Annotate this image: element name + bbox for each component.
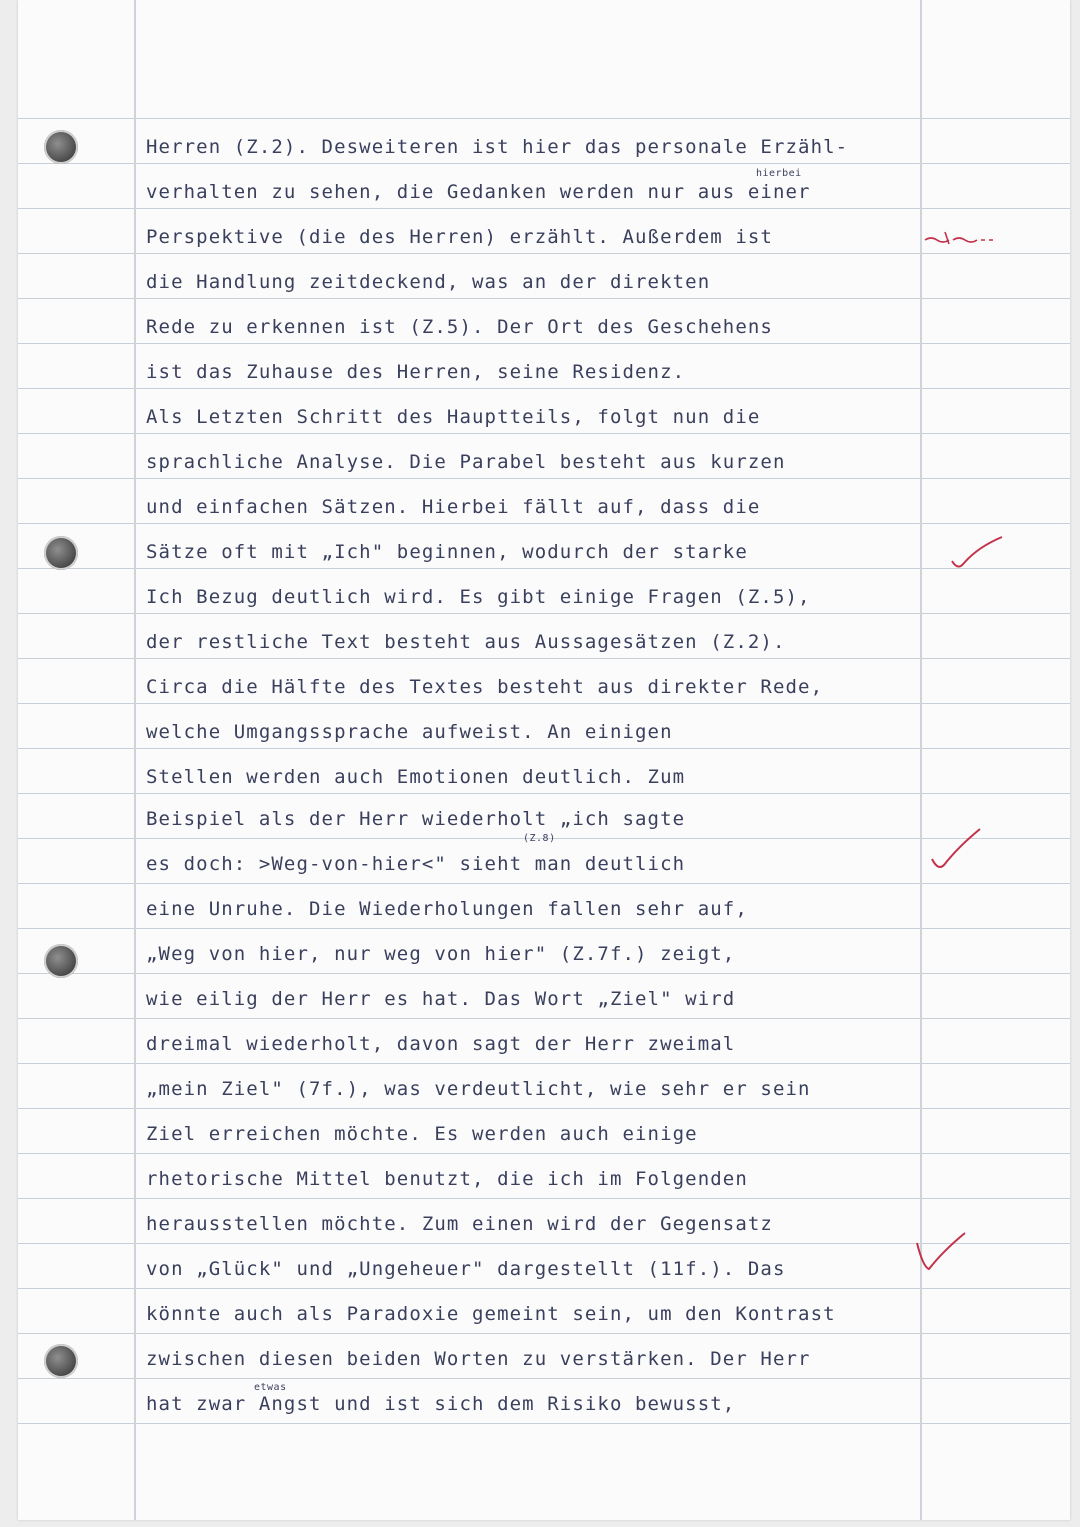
text-line: „mein Ziel" (7f.), was verdeutlicht, wie sehr er sein [146, 1078, 811, 1100]
text-line: ist das Zuhause des Herren, seine Residenz. [146, 361, 686, 383]
checkmark-icon [913, 1227, 969, 1275]
text-line: hat zwar Angst und ist sich dem Risiko bewusst, [146, 1393, 736, 1415]
text-line: zwischen diesen beiden Worten zu verstärken. Der Herr [146, 1348, 811, 1370]
text-line: von „Glück" und „Ungeheuer" dargestellt (11f.). Das [146, 1258, 786, 1280]
insertion-note: hierbei [756, 168, 802, 179]
text-line: welche Umgangssprache aufweist. An einigen [146, 721, 673, 743]
notebook-page [18, 0, 1070, 1520]
checkmark-icon [928, 825, 984, 875]
text-line: verhalten zu sehen, die Gedanken werden nur aus einer [146, 181, 811, 203]
punch-hole [44, 1344, 78, 1378]
text-line: „Weg von hier, nur weg von hier" (Z.7f.) zeigt, [146, 943, 736, 965]
text-line: Stellen werden auch Emotionen deutlich. Zum [146, 766, 686, 788]
text-line: die Handlung zeitdeckend, was an der direkten [146, 271, 711, 293]
text-line: Circa die Hälfte des Textes besteht aus direkter Rede, [146, 676, 824, 698]
punch-hole [44, 130, 78, 164]
text-line: Beispiel als der Herr wiederholt „ich sagte [146, 808, 686, 830]
text-line: Perspektive (die des Herren) erzählt. Außerdem ist [146, 226, 773, 248]
text-line: Als Letzten Schritt des Hauptteils, folgt nun die [146, 406, 761, 428]
correction-squiggle-mark [923, 228, 999, 248]
text-line: rhetorische Mittel benutzt, die ich im Folgenden [146, 1168, 748, 1190]
text-line: Ziel erreichen möchte. Es werden auch einige [146, 1123, 698, 1145]
punch-hole [44, 944, 78, 978]
text-line: Herren (Z.2). Desweiteren ist hier das personale Erzähl- [146, 136, 849, 158]
text-line: es doch: >Weg-von-hier<" sieht man deutlich [146, 853, 686, 875]
checkmark-icon [948, 533, 1008, 573]
text-line: der restliche Text besteht aus Aussagesätzen (Z.2). [146, 631, 786, 653]
text-line: Ich Bezug deutlich wird. Es gibt einige Fragen (Z.5), [146, 586, 811, 608]
text-line: sprachliche Analyse. Die Parabel besteht aus kurzen [146, 451, 786, 473]
insertion-note: (Z.8) [523, 833, 556, 844]
text-line: Rede zu erkennen ist (Z.5). Der Ort des Geschehens [146, 316, 773, 338]
punch-hole [44, 536, 78, 570]
text-line: und einfachen Sätzen. Hierbei fällt auf, dass die [146, 496, 761, 518]
text-line: eine Unruhe. Die Wiederholungen fallen sehr auf, [146, 898, 748, 920]
text-line: Sätze oft mit „Ich" beginnen, wodurch der starke [146, 541, 748, 563]
insertion-note: etwas [254, 1382, 287, 1393]
text-line: dreimal wiederholt, davon sagt der Herr zweimal [146, 1033, 736, 1055]
text-line: herausstellen möchte. Zum einen wird der Gegensatz [146, 1213, 773, 1235]
text-line: könnte auch als Paradoxie gemeint sein, um den Kontrast [146, 1303, 836, 1325]
text-line: wie eilig der Herr es hat. Das Wort „Ziel" wird [146, 988, 736, 1010]
left-margin-line [134, 0, 136, 1520]
